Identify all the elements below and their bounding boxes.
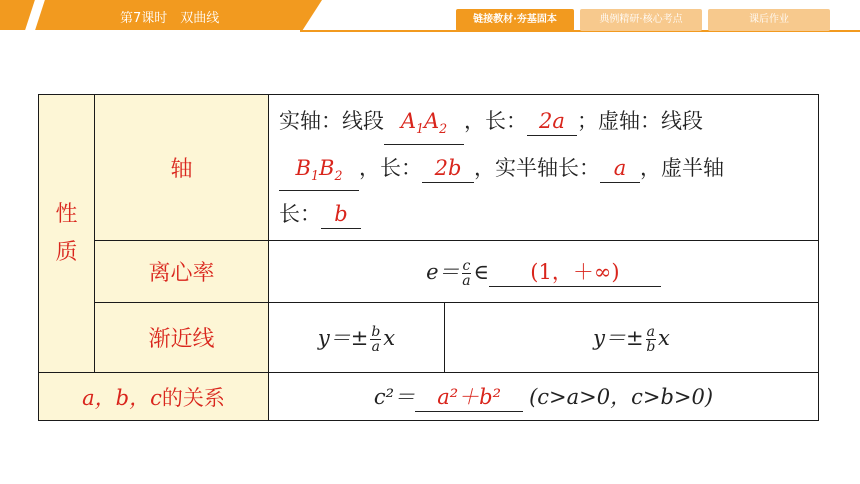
text: c — [462, 257, 471, 274]
row-label-eccentricity: 离心率 — [95, 241, 269, 303]
lesson-title: 第7课时 双曲线 — [120, 11, 220, 26]
table-row-axis — [39, 95, 819, 241]
text: a — [371, 338, 380, 355]
blank-real-axis-segment — [384, 107, 464, 144]
text: y＝± — [593, 325, 644, 350]
eccentricity-formula — [269, 241, 819, 303]
text: 实轴：线段 — [279, 109, 384, 134]
text: a，b，c — [82, 385, 162, 410]
row-label-asymptote: 渐近线 — [95, 303, 269, 373]
asymptote-formula-x-axis — [269, 303, 445, 373]
text: a — [462, 272, 471, 289]
text: ，长： — [464, 109, 527, 134]
text: A — [424, 109, 440, 134]
relation-formula — [269, 373, 819, 421]
fraction — [370, 325, 381, 354]
table-row-eccentricity — [39, 241, 819, 303]
asymptote-formula-y-axis — [445, 303, 819, 373]
fraction — [646, 325, 656, 354]
row-label-relation — [39, 373, 269, 421]
blank-imag-axis-segment — [279, 154, 359, 191]
top-bar — [0, 0, 860, 34]
text: b — [646, 338, 656, 355]
fraction — [462, 259, 472, 288]
tab-decoration — [25, 0, 45, 30]
table-row-asymptote — [39, 303, 819, 373]
text: ，长： — [359, 155, 422, 180]
blank-semi-real-length: a — [600, 154, 640, 183]
axis-description — [269, 95, 819, 241]
text: x — [383, 325, 396, 350]
text: B — [319, 155, 335, 180]
text: e＝ — [426, 259, 460, 284]
text: 1 — [415, 121, 424, 137]
text: (c>a>0，c>b>0) — [529, 385, 714, 409]
table-row-relation — [39, 373, 819, 421]
text: ，实半轴长： — [474, 155, 600, 180]
text: 1 — [310, 167, 319, 183]
text: A — [400, 109, 416, 134]
group-label-properties — [39, 95, 95, 373]
text: x — [657, 325, 670, 350]
group-label-char: 质 — [55, 239, 78, 265]
row-label-axis: 轴 — [95, 95, 269, 241]
hyperbola-properties-table — [38, 94, 819, 421]
text: a — [646, 323, 655, 340]
blank-imag-axis-length: 2b — [422, 154, 474, 183]
blank-real-axis-length: 2a — [527, 107, 577, 136]
nav-tab-textbook[interactable]: 链接教材·夯基固本 — [456, 9, 574, 31]
group-label-char: 性 — [55, 201, 78, 227]
text: ；虚轴：线段 — [577, 109, 703, 134]
blank-relation-answer: a²＋b² — [415, 383, 523, 412]
text: 2 — [334, 167, 343, 183]
text: 的关系 — [161, 385, 225, 410]
blank-eccentricity-range: (1，＋∞) — [489, 258, 661, 287]
text: ，虚半轴 — [640, 155, 724, 180]
text: B — [295, 155, 311, 180]
nav-tab-homework[interactable]: 课后作业 — [708, 9, 830, 31]
blank-semi-imag-length: b — [321, 200, 361, 229]
text: ∈ — [473, 259, 489, 284]
text: y＝± — [317, 325, 369, 350]
text: 2 — [439, 121, 448, 137]
text: 长： — [279, 201, 321, 226]
text: b — [371, 323, 381, 340]
text: c²＝ — [373, 385, 416, 409]
nav-tab-examples[interactable]: 典例精研·核心考点 — [580, 9, 702, 31]
